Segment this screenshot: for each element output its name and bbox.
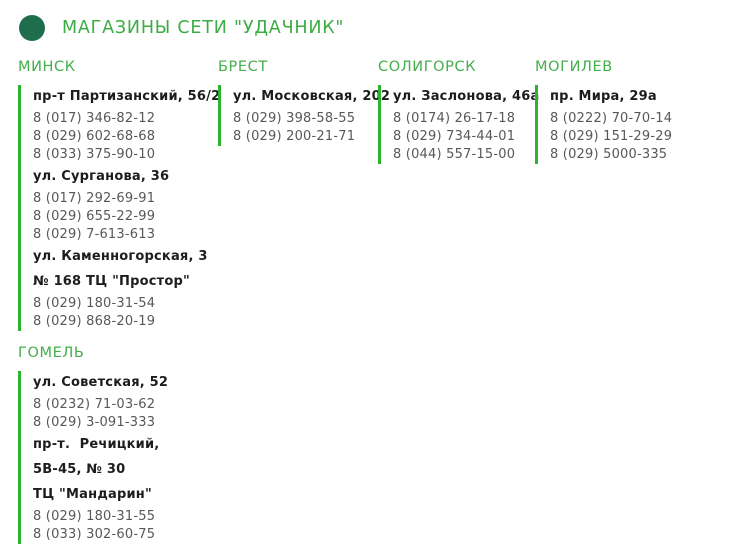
phone-number: 8 (029) 180-31-54 — [33, 296, 156, 311]
city-name: СОЛИГОРСК — [378, 59, 477, 75]
store-entry — [233, 85, 391, 146]
phone-number: 8 (0232) 71-03-62 — [33, 397, 156, 412]
address-line: пр-т. Речицкий, — [33, 437, 160, 452]
logo-circle-icon — [19, 15, 45, 41]
phone-number: 8 (017) 292-69-91 — [33, 191, 156, 206]
address-line: ул. Каменногорская, 3 — [33, 249, 208, 264]
store-list — [18, 85, 221, 331]
city-name: МИНСК — [18, 59, 76, 75]
store-list — [218, 85, 391, 146]
city-section-gomel — [18, 344, 218, 544]
phone-number: 8 (029) 398-58-55 — [233, 111, 356, 126]
store-list — [535, 85, 740, 164]
phone-number: 8 (029) 5000-335 — [550, 147, 668, 162]
address-line: ул. Сурганова, 36 — [33, 169, 170, 184]
store-entry — [393, 85, 540, 164]
store-list — [18, 371, 218, 544]
phone-number: 8 (033) 302-60-75 — [33, 527, 156, 542]
phone-number: 8 (0174) 26-17-18 — [393, 111, 516, 126]
address-line: ул. Заслонова, 46а — [393, 89, 540, 104]
phone-number: 8 (029) 200-21-71 — [233, 129, 356, 144]
page-header — [19, 15, 740, 41]
phone-number: 8 (029) 734-44-01 — [393, 129, 516, 144]
address-line: № 168 ТЦ "Простор" — [33, 274, 191, 289]
store-entry — [33, 433, 218, 544]
store-entry — [33, 371, 218, 432]
phone-number: 8 (029) 7-613-613 — [33, 227, 156, 242]
city-name: ГОМЕЛЬ — [18, 345, 85, 361]
city-section-minsk — [18, 58, 221, 331]
store-list — [378, 85, 540, 164]
city-section-brest — [218, 58, 391, 146]
phone-number: 8 (029) 602-68-68 — [33, 129, 156, 144]
address-line: пр. Мира, 29а — [550, 89, 657, 104]
page-title: МАГАЗИНЫ СЕТИ "УДАЧНИК" — [62, 18, 345, 38]
phone-number: 8 (029) 3-091-333 — [33, 415, 156, 430]
city-section-soligorsk — [378, 58, 540, 164]
address-line: ТЦ "Мандарин" — [33, 487, 152, 502]
store-entry — [550, 85, 740, 164]
store-entry — [33, 85, 221, 164]
city-section-mogilev — [535, 58, 740, 164]
phone-number: 8 (017) 346-82-12 — [33, 111, 156, 126]
address-line: ул. Московская, 202 — [233, 89, 391, 104]
city-grid — [18, 58, 740, 544]
city-name: БРЕСТ — [218, 59, 268, 75]
city-name: МОГИЛЕВ — [535, 59, 613, 75]
address-line: ул. Советская, 52 — [33, 375, 169, 390]
phone-number: 8 (029) 655-22-99 — [33, 209, 156, 224]
address-line: 5В-45, № 30 — [33, 462, 126, 477]
phone-number: 8 (029) 180-31-55 — [33, 509, 156, 524]
store-entry — [33, 245, 218, 331]
store-entry — [33, 165, 218, 244]
phone-number: 8 (0222) 70-70-14 — [550, 111, 673, 126]
address-line: пр-т Партизанский, 56/2 — [33, 89, 221, 104]
phone-number: 8 (033) 375-90-10 — [33, 147, 156, 162]
phone-number: 8 (044) 557-15-00 — [393, 147, 516, 162]
phone-number: 8 (029) 868-20-19 — [33, 314, 156, 329]
phone-number: 8 (029) 151-29-29 — [550, 129, 673, 144]
